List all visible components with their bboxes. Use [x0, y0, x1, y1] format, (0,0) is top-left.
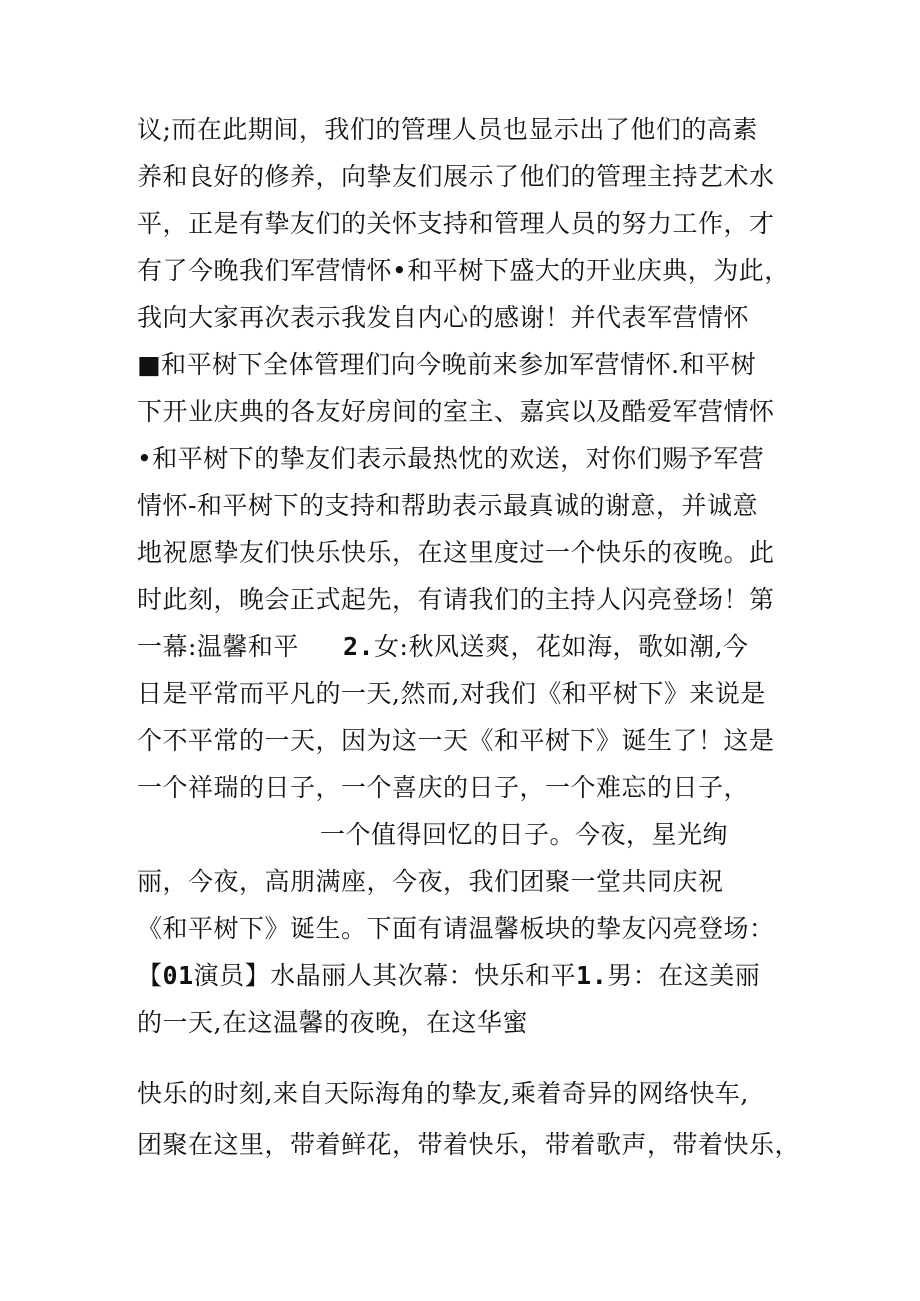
text-line-act-two	[137, 959, 760, 993]
text-line: 议;而在此期间，我们的管理人员也显示出了他们的高素	[137, 115, 758, 144]
text-line: ■和平树下全体管理们向今晚前来参加军营情怀.和平树	[137, 350, 757, 379]
text-line: 的一天,在这温馨的夜晚，在这华蜜	[137, 1008, 528, 1037]
text-line: 我向大家再次表示我发自内心的感谢！并代表军营情怀	[137, 303, 750, 332]
text-line: 一个祥瑞的日子，一个喜庆的日子，一个难忘的日子，	[137, 773, 750, 802]
text-line: 丽，今夜，高朋满座，今夜，我们团聚一堂共同庆祝	[137, 867, 724, 896]
text-line: 一个值得回忆的日子。今夜，星光绚	[320, 820, 729, 849]
performer-code: 01	[162, 961, 194, 990]
dialogue-text: 男：在这美丽	[607, 961, 761, 990]
text-line: 团聚在这里，带着鲜花，带着快乐，带着歌声，带着快乐，	[137, 1130, 801, 1159]
text-line: 日是平常而平凡的一天,然而,对我们《和平树下》来说是	[137, 679, 766, 708]
text-line: 平，正是有挚友们的关怀支持和管理人员的努力工作，才	[137, 209, 775, 238]
act-title: 一幕:温馨和平	[137, 632, 299, 661]
act-title: 演员】水晶丽人其次幕：快乐和平	[193, 961, 577, 990]
item-number: 1.	[576, 961, 608, 990]
text-line: 情怀-和平树下的支持和帮助表示最真诚的谢意，并诚意	[137, 491, 758, 520]
text-line: 养和良好的修养，向挚友们展示了他们的管理主持艺术水	[137, 162, 775, 191]
text-line: 有了今晚我们军营情怀•和平树下盛大的开业庆典，为此，	[137, 256, 790, 285]
text-line: •和平树下的挚友们表示最热忱的欢送，对你们赐予军营	[137, 444, 765, 473]
bracket-open: 【	[137, 961, 163, 990]
text-line: 《和平树下》诞生。下面有请温馨板块的挚友闪亮登场：	[137, 914, 775, 943]
text-line: 地祝愿挚友们快乐快乐，在这里度过一个快乐的夜晚。此	[137, 538, 775, 567]
text-line-act-one	[137, 630, 748, 664]
text-line: 时此刻，晚会正式起先，有请我们的主持人闪亮登场！第	[137, 585, 775, 614]
text-line: 快乐的时刻,来自天际海角的挚友,乘着奇异的网络快车,	[137, 1079, 749, 1108]
dialogue-text: 女:秋风送爽，花如海，歌如潮,今	[374, 632, 749, 661]
text-line: 个不平常的一天，因为这一天《和平树下》诞生了！这是	[137, 726, 775, 755]
item-number: 2.	[342, 632, 375, 661]
text-line: 下开业庆典的各友好房间的室主、嘉宾以及酷爱军营情怀	[137, 397, 775, 426]
